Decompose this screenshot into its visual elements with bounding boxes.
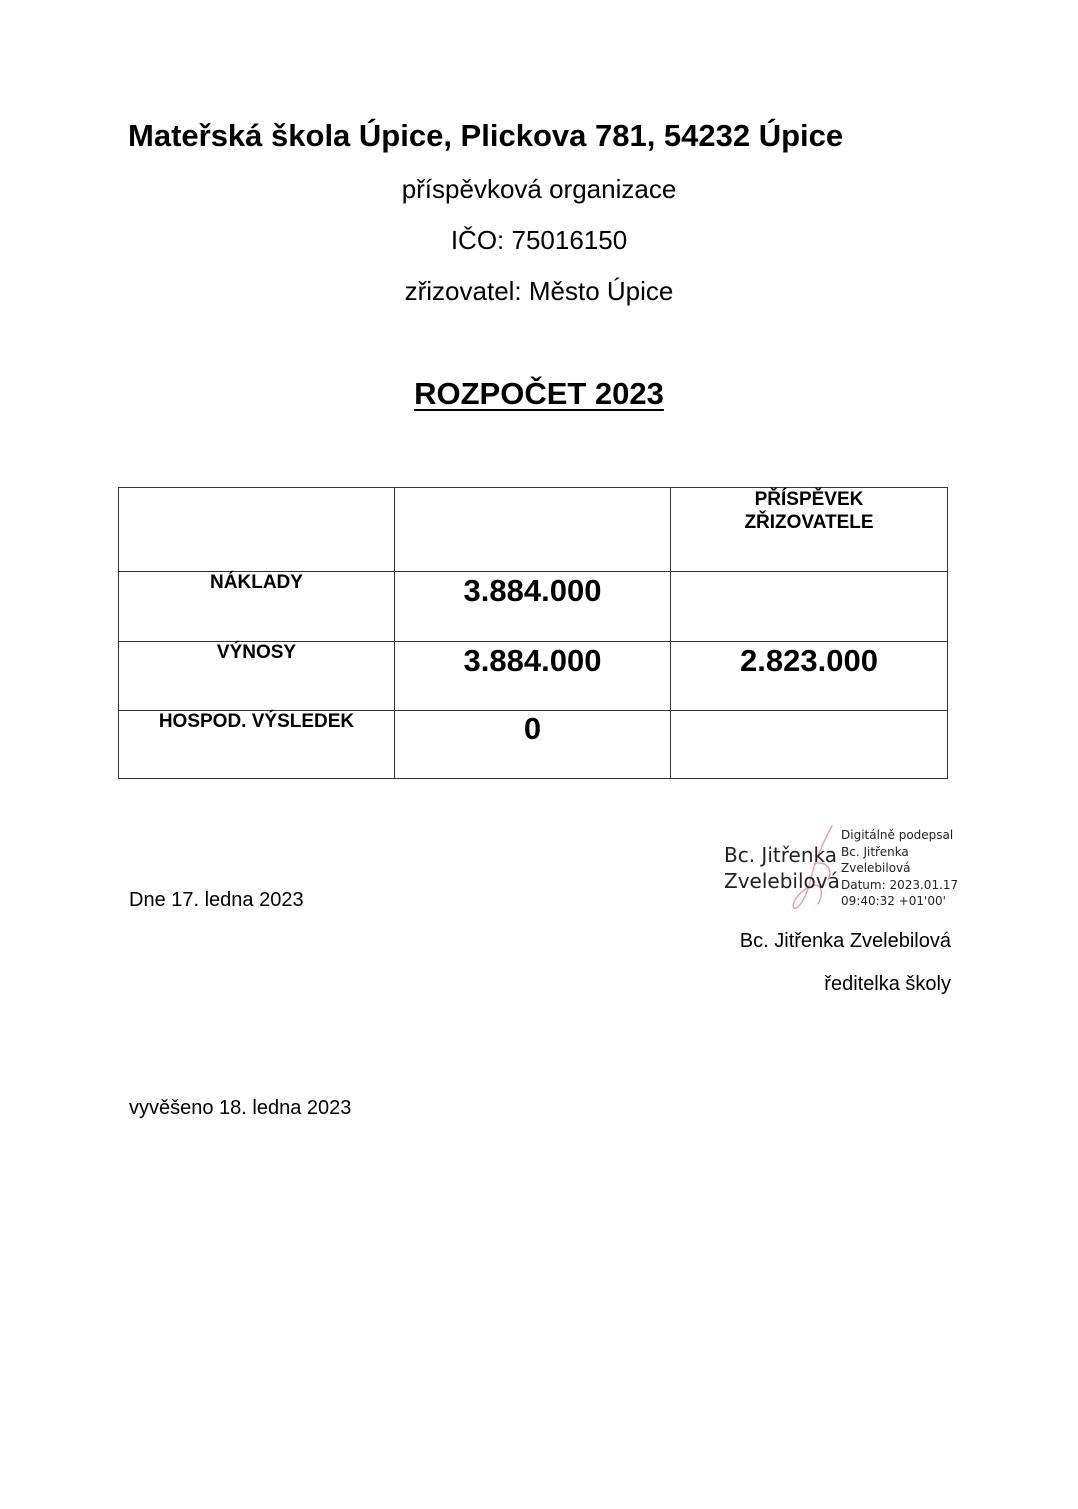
row-amount: 3.884.000 [463,573,602,608]
signature-name-line2: Zvelebilová [724,869,840,893]
organization-type: příspěvková organizace [401,174,677,204]
header-cell-contribution [671,488,948,572]
row-label: HOSPOD. VÝSLEDEK [158,711,355,732]
signature-meta-line: Zvelebilová [841,861,911,875]
row-contribution: 2.823.000 [740,643,878,678]
signature-meta-line: 09:40:32 +01'00' [841,894,946,908]
row-amount: 0 [523,711,542,746]
budget-table [118,487,948,779]
table-header-row [119,488,948,572]
document-title-text: ROZPOČET 2023 [414,376,664,411]
organization-founder: zřizovatel: Město Úpice [404,276,674,306]
document-title [0,376,1078,412]
header-contribution-line1: PŘÍSPĚVEK [754,489,864,510]
signature-meta-line: Digitálně podepsal [841,828,954,842]
table-row [119,572,948,642]
row-label-cell [119,711,395,779]
signature-meta-line: Datum: 2023.01.17 [841,877,959,892]
organization-name: Mateřská škola Úpice, Plickova 781, 54232 Úpice [128,118,844,153]
row-label-cell [119,572,395,642]
row-amount-cell [395,642,671,711]
row-label: NÁKLADY [210,572,303,593]
signature-name [724,842,840,894]
header-contribution-line2: ZŘIZOVATELE [744,512,874,533]
row-amount: 3.884.000 [463,643,602,678]
row-contribution [671,572,947,573]
row-contribution-cell [671,642,948,711]
header-cell-amount [395,488,671,572]
signature-meta-line: Bc. Jitřenka [841,844,909,859]
row-label: VÝNOSY [216,642,297,663]
issue-date: Dne 17. ledna 2023 [129,889,304,911]
table-row [119,642,948,711]
signer-role: ředitelka školy [824,973,951,995]
organization-ico: IČO: 75016150 [450,225,628,255]
row-label-cell [119,642,395,711]
row-amount-cell [395,711,671,779]
digital-signature-block [724,826,964,914]
header-cell-label [119,488,395,572]
signer-name: Bc. Jitřenka Zvelebilová [739,930,951,952]
posted-date: vyvěšeno 18. ledna 2023 [129,1097,352,1119]
row-contribution-cell [671,711,948,779]
signature-name-line1: Bc. Jitřenka [724,843,837,867]
row-amount-cell [395,572,671,642]
signature-metadata [841,827,958,910]
row-contribution-cell [671,572,948,642]
table-row [119,711,948,779]
